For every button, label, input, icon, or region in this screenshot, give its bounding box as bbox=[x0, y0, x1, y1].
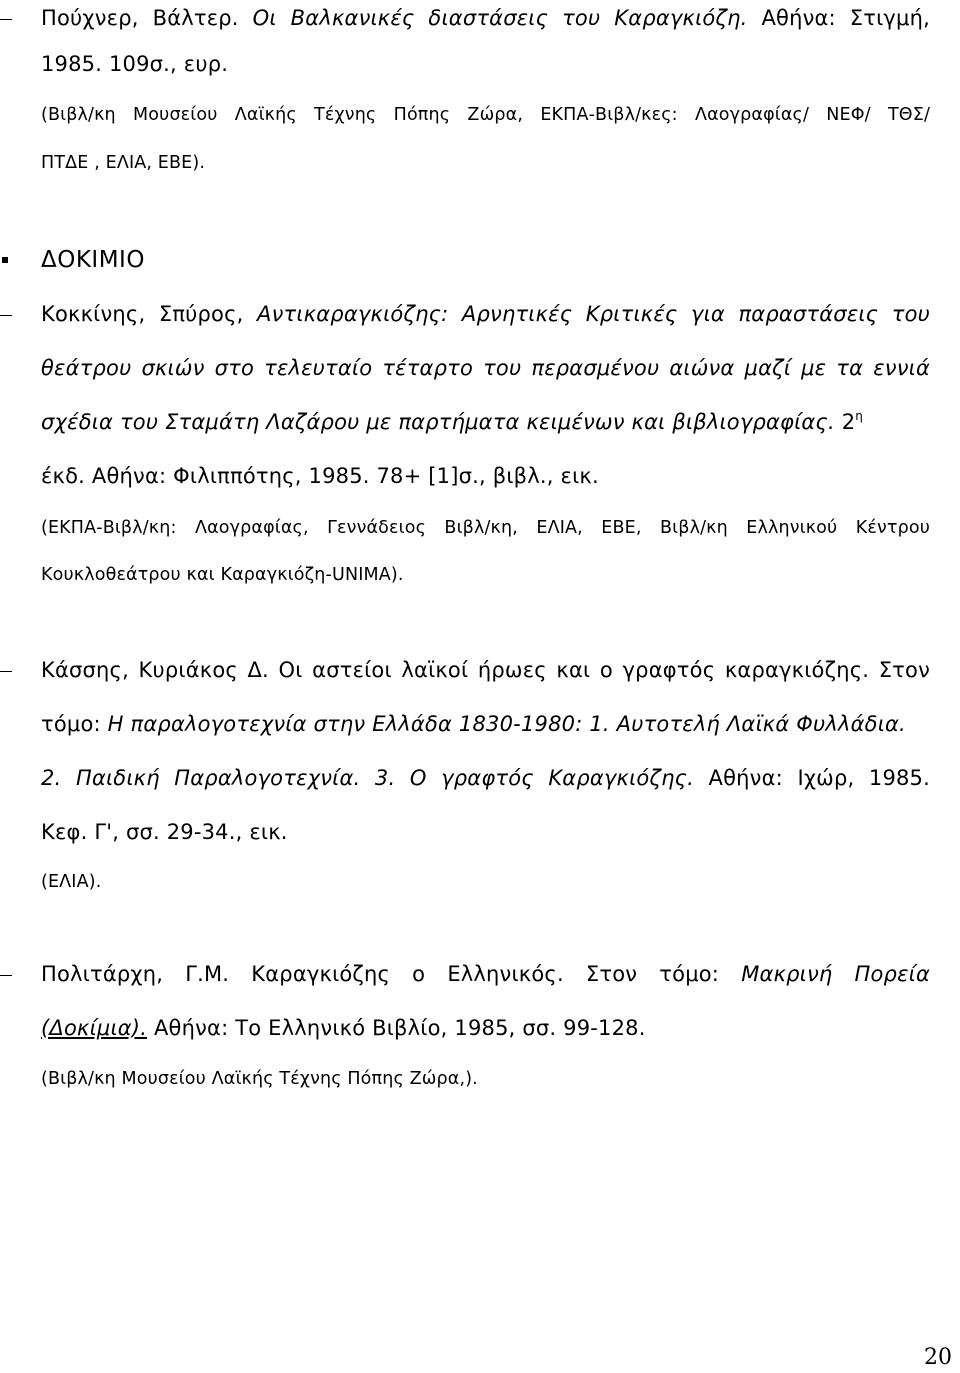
entry-publication: Αθήνα: Το Ελληνικό Βιβλίο, 1985, σσ. 99-128. bbox=[153, 1016, 646, 1040]
dash-bullet bbox=[0, 671, 12, 672]
entry-author: Πούχνερ, Βάλτερ. bbox=[41, 6, 239, 30]
entry-line: 1985. 109σ., ευρ. bbox=[41, 52, 229, 76]
entry-publication: Αθήνα: Ιχώρ, 1985. bbox=[708, 766, 930, 790]
page-number: 20 bbox=[924, 1345, 952, 1370]
entry-title: Οι Βαλκανικές διαστάσεις του Καραγκιόζη. bbox=[252, 6, 748, 30]
entry-author: Κοκκίνης, Σπύρος, bbox=[41, 302, 244, 326]
entry-line bbox=[41, 3, 930, 33]
entry-title: Η παραλογοτεχνία στην Ελλάδα 1830-1980: 1. Αυτοτελή Λαϊκά Φυλλάδια. bbox=[107, 712, 906, 736]
edition-number: 2 bbox=[841, 410, 856, 434]
entry-author: Πολιτάρχη, Γ.Μ. Καραγκιόζης ο Ελληνικός. Στον τόμο: bbox=[41, 962, 720, 986]
holdings-note: (ΕΛΙΑ). bbox=[41, 872, 102, 892]
holdings-note: (Βιβλ/κη Μουσείου Λαϊκής Τέχνης Πόπης Ζώρα, ΕΚΠΑ-Βιβλ/κες: Λαογραφίας/ ΝΕΦ/ ΤΘΣ/ bbox=[41, 105, 930, 125]
holdings-note: (Βιβλ/κη Μουσείου Λαϊκής Τέχνης Πόπης Ζώρα,). bbox=[41, 1069, 478, 1089]
entry-line: Κάσσης, Κυριάκος Δ. Οι αστείοι λαϊκοί ήρωες και ο γραφτός καραγκιόζης. Στον bbox=[41, 658, 930, 682]
entry-line bbox=[41, 1013, 930, 1043]
entry-title: Μακρινή Πορεία bbox=[741, 962, 930, 986]
dash-bullet bbox=[0, 19, 12, 20]
holdings-note: ΠΤΔΕ , ΕΛΙΑ, ΕΒΕ). bbox=[41, 153, 206, 173]
entry-title: θεάτρου σκιών στο τελευταίο τέταρτο του περασμένου αιώνα μαζί με τα εννιά bbox=[41, 356, 930, 380]
entry-line bbox=[41, 763, 930, 793]
entry-publication: Αθήνα: Στιγμή, bbox=[761, 6, 930, 30]
entry-title: Αντικαραγκιόζης: Αρνητικές Κριτικές για παραστάσεις του bbox=[257, 302, 930, 326]
edition-superscript: η bbox=[855, 409, 864, 423]
entry-title: σχέδια του Σταμάτη Λαζάρου με παρτήματα κειμένων και βιβλιογραφίας. bbox=[41, 410, 835, 434]
entry-line bbox=[41, 709, 930, 739]
volume-prefix: τόμο: bbox=[41, 712, 101, 736]
entry-title: 2. Παιδική Παραλογοτεχνία. 3. Ο γραφτός Καραγκιόζης. bbox=[41, 766, 695, 790]
entry-line: Κεφ. Γ', σσ. 29-34., εικ. bbox=[41, 820, 288, 844]
entry-line bbox=[41, 959, 930, 989]
section-heading: ΔΟΚΙΜΙΟ bbox=[41, 247, 145, 273]
entry-line bbox=[41, 299, 930, 329]
entry-line bbox=[41, 353, 930, 383]
entry-line bbox=[41, 407, 930, 437]
entry-title: (Δοκίμια). bbox=[41, 1016, 148, 1040]
dash-bullet bbox=[0, 315, 12, 316]
dash-bullet bbox=[0, 975, 12, 976]
holdings-note: Κουκλοθεάτρου και Καραγκιόζη-UNIMA). bbox=[41, 565, 404, 585]
square-bullet-icon bbox=[2, 257, 8, 263]
holdings-note: (ΕΚΠΑ-Βιβλ/κη: Λαογραφίας, Γεννάδειος Βιβλ/κη, ΕΛΙΑ, ΕΒΕ, Βιβλ/κη Ελληνικού Κέντρου bbox=[41, 518, 930, 538]
entry-line: έκδ. Αθήνα: Φιλιππότης, 1985. 78+ [1]σ., βιβλ., εικ. bbox=[41, 464, 599, 488]
